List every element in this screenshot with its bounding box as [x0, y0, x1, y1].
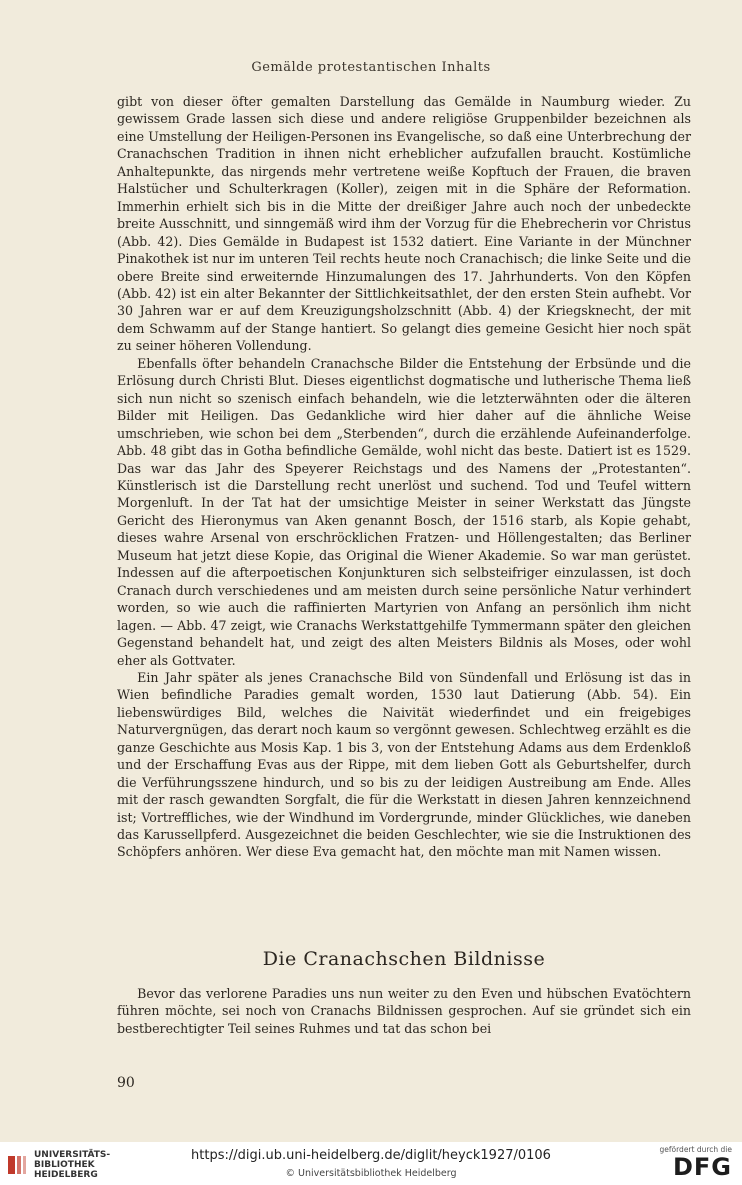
- paragraph-1: gibt von dieser öfter gemalten Darstellung das Gemälde in Naumburg wieder. Zu gewissem Grade lassen sich diese und andere religiöse Gruppenbilder bezeichnen als eine Umstellung der Heiligen-Personen ins Evangelische, so daß eine Unterbrechung der Cranachschen Tradition in ihnen nicht erheblicher aufzufallen braucht. Kostümliche Anhaltepunkte, das nirgends mehr vertretene weiße Kopftuch der Frauen, die braven Halstücher und Schulterkragen (Koller), zeigen mit in die Sphäre der Reformation. Immerhin erhielt sich bis in die Mitte der dreißiger Jahre auch noch der unbedeckte breite Ausschnitt, und sinngemäß wird ihm der Vorzug für die Ehebrecherin vor Christus (Abb. 42). Dies Gemälde in Budapest ist 1532 datiert. Eine Variante in der Münchner Pinakothek ist nur im unteren Teil rechts heute noch Cranachisch; die linke Seite und die obere Breite sind erweiternde Hinzumalungen des 17. Jahrhunderts. Von den Köpfen (Abb. 42) ist ein alter Bekannter der Sittlichkeitsathlet, der den ersten Stein aufhebt. Vor 30 Jahren war er auf dem Kreuzigungsholzschnitt (Abb. 4) der Kriegsknecht, der mit dem Schwamm auf der Stange hantiert. So gelangt dies gemeine Gesicht hier noch spät zu seiner höheren Vollendung.: [117, 94, 691, 354]
- paragraph-2: Ebenfalls öfter behandeln Cranachsche Bilder die Entstehung der Erbsünde und die Erlösung durch Christi Blut. Dieses eigentlichst dogmatische und lutherische Thema ließ sich nun nicht so szenisch einfach behandeln, wie die letzterwähnten oder die älteren Bilder mit Heiligen. Das Gedankliche wird hier daher auf die ähnliche Weise umschrieben, wie schon bei dem „Sterbenden“, durch die erzählende Aufeinanderfolge. Abb. 48 gibt das in Gotha befindliche Gemälde, wohl nicht das beste. Datiert ist es 1529. Das war das Jahr des Speyerer Reichstags und des Namens der „Protestanten“. Künstlerisch ist die Darstellung recht unerlöst und suchend. Tod und Teufel wittern Morgenluft. In der Tat hat der umsichtige Meister in seiner Werkstatt das Jüngste Gericht des Hieronymus van Aken genannt Bosch, der 1516 starb, als Kopie gehabt, dieses wahre Arsenal von erschröcklichen Fratzen- und Höllengestalten; das Berliner Museum hat jetzt diese Kopie, das Original die Wiener Akademie. So war man gerüstet. Indessen auf die afterpoetischen Konjunkturen sich selbsteifriger einzulassen, ist doch Cranach durch verschiedenes und am meisten durch seine persönliche Natur verhindert worden, so wie auch die raffinierten Martyrien von Anfang an persönlich ihm nicht lagen. — Abb. 47 zeigt, wie Cranachs Werkstattgehilfe Tymmermann später den gleichen Gegenstand behandelt hat, und zeigt des alten Meisters Bildnis als Moses, oder wohl eher als Gottvater.: [117, 355, 691, 668]
- running-head: Gemälde protestantischen Inhalts: [251, 60, 491, 75]
- permalink-url[interactable]: https://digi.ub.uni-heidelberg.de/diglit/heyck1927/0106: [191, 1148, 551, 1163]
- page-number: 90: [117, 1075, 135, 1091]
- paragraph-4: Bevor das verlorene Paradies uns nun weiter zu den Even und hübschen Evatöchtern führen möchte, sei noch von Cranachs Bildnissen gesprochen. Auf sie gründet sich ein bestberechtigter Teil seines Ruhmes und tat das schon bei: [117, 986, 691, 1036]
- funder-logo[interactable]: [660, 1145, 733, 1180]
- copyright-notice: © Universitätsbibliothek Heidelberg: [285, 1168, 457, 1179]
- library-name: UNIVERSITÄTS- BIBLIOTHEK HEIDELBERG: [34, 1150, 111, 1180]
- footer-bar: [0, 1142, 742, 1185]
- section-text: [117, 985, 691, 1037]
- section-heading: Die Cranachschen Bildnisse: [262, 948, 546, 970]
- body-text: [117, 93, 691, 861]
- paragraph-3: Ein Jahr später als jenes Cranachsche Bild von Sündenfall und Erlösung ist das in Wien befindliche Paradies gemalt worden, 1530 laut Datierung (Abb. 54). Ein liebenswürdiges Bild, welches die Naivität wiederfindet und ein freigebiges Naturvergnügen, das derart noch kaum so vergönnt gewesen. Schlechtweg erzählt es die ganze Geschichte aus Mosis Kap. 1 bis 3, von der Entstehung Adams aus dem Erdenkloß und der Erschaffung Evas aus der Rippe, mit dem lieben Gott als Geburtshelfer, durch die Verführungsszene hindurch, und so bis zu der leidigen Austreibung am Ende. Alles mit der rasch gewandten Sorgfalt, die für die Werkstatt in diesen Jahren kennzeichnend ist; Vortreffliches, wie der Windhund im Vordergrunde, minder Glückliches, wie daneben das Karussellpferd. Ausgezeichnet die beiden Geschlechter, wie sie die Instruktionen des Schöpfers anhören. Wer diese Eva gemacht hat, den möchte man mit Namen wissen.: [117, 669, 691, 860]
- funder-name: DFG: [672, 1153, 732, 1181]
- funder-note: gefördert durch die: [659, 1145, 732, 1154]
